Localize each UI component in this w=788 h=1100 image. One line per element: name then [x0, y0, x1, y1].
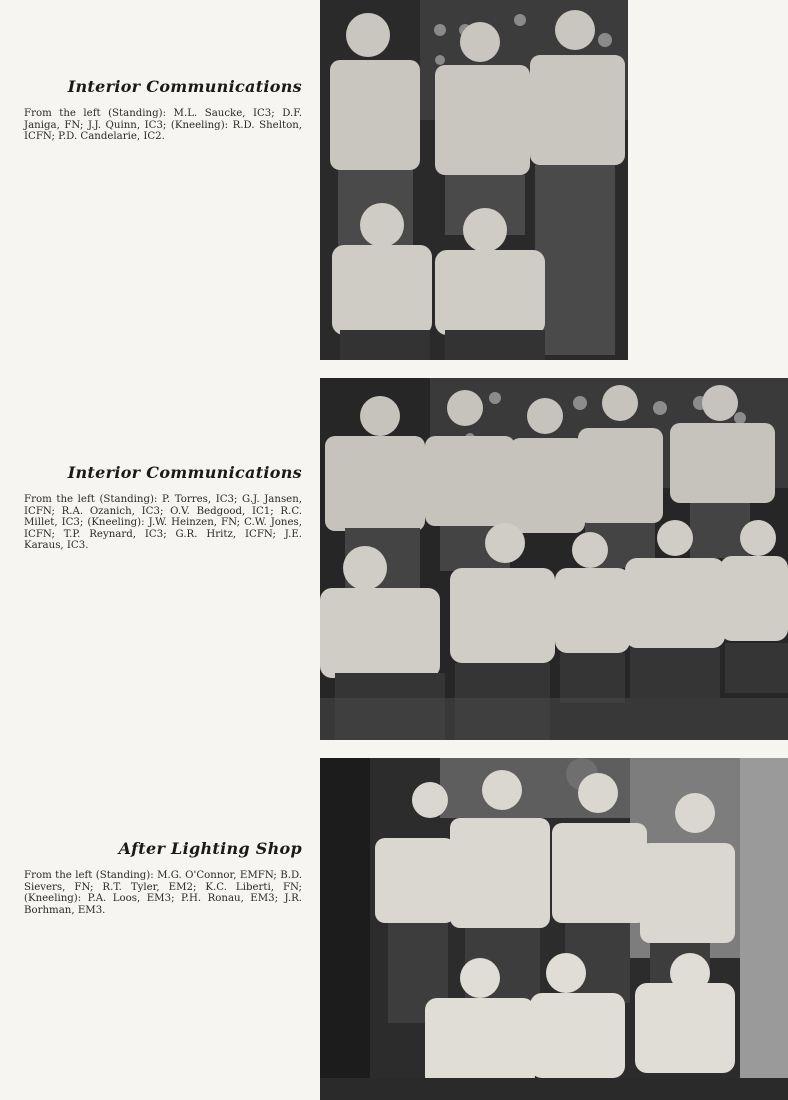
- section-3-caption: [24, 839, 302, 916]
- group-photo-interior-communications-1: [320, 0, 628, 360]
- group-photo-after-lighting-shop: [320, 758, 788, 1100]
- section-1-caption: [24, 77, 302, 143]
- section-title: After Lighting Shop: [118, 839, 302, 858]
- section-title: Interior Communications: [67, 463, 302, 482]
- section-title: Interior Communications: [67, 77, 302, 96]
- section-2-caption: [24, 463, 302, 552]
- section-caption-text: From the left (Standing): P. Torres, IC3; G.J. Jansen, ICFN; R.A. Ozanich, IC3; O.V. Bedgood, IC1; R.C. Millet, IC3; (Kneeling): J.W. Heinzen, FN; C.W. Jones, ICFN; T.P. Reynard, IC3; G.R. Hritz, ICFN; J.E. Karaus, IC3.: [24, 494, 302, 552]
- group-photo-interior-communications-2: [320, 378, 788, 740]
- section-caption-text: From the left (Standing): M.L. Saucke, IC3; D.F. Janiga, FN; J.J. Quinn, IC3; (Kneeling): R.D. Shelton, ICFN; P.D. Candelarie, IC2.: [24, 108, 302, 143]
- section-caption-text: From the left (Standing): M.G. O'Connor, EMFN; B.D. Sievers, FN; R.T. Tyler, EM2; K.C. Liberti, FN; (Kneeling): P.A. Loos, EM3; P.H. Ronau, EM3; J.R. Borhman, EM3.: [24, 870, 302, 916]
